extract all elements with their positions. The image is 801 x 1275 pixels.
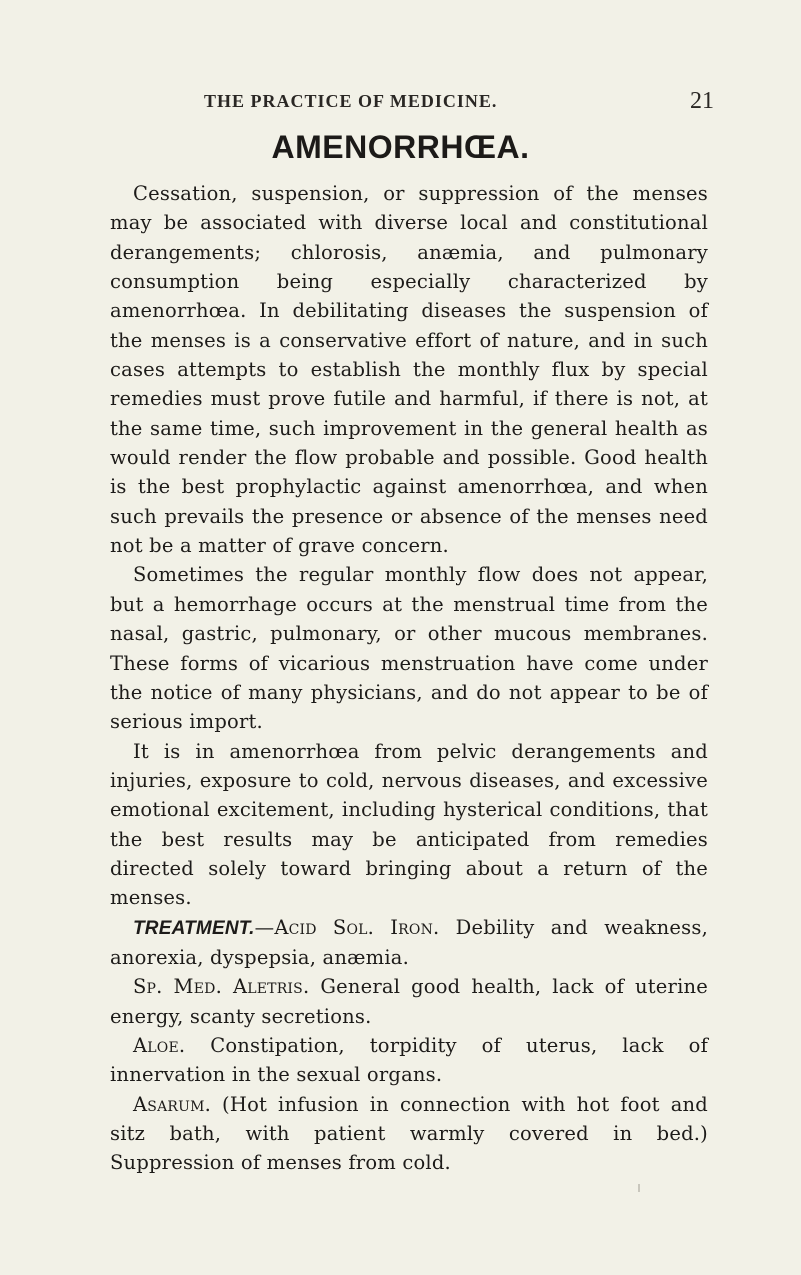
running-title: THE PRACTICE OF MEDICINE.	[204, 91, 498, 111]
remedy-name: Sp. Med. Aletris.	[133, 975, 310, 999]
treatment-entry-asarum	[110, 1090, 708, 1178]
page-number: 21	[690, 88, 714, 114]
treatment-entry-aletris	[110, 972, 708, 1031]
remedy-indication: (Hot infusion in connection with hot foot and sitz bath, with patient warmly covered in bed.) Suppression of menses from cold.	[110, 1092, 708, 1175]
running-head	[204, 88, 714, 121]
remedy-name: Asarum.	[133, 1092, 212, 1116]
chapter-title: AMENORRHŒA.	[271, 129, 530, 165]
remedy-name: Aloe.	[133, 1033, 186, 1057]
print-speck	[638, 1184, 640, 1192]
treatment-entry-iron	[110, 913, 708, 973]
remedy-indication: Constipation, torpidity of uterus, lack of innervation in the sexual organs.	[110, 1033, 708, 1087]
remedy-indication: Debility and weakness, anorexia, dyspepsia, anæmia.	[110, 915, 708, 969]
remedy-name: —Acid Sol. Iron.	[254, 915, 440, 939]
treatment-label: TREATMENT.	[133, 917, 255, 939]
treatment-entry-aloe	[110, 1031, 708, 1090]
paragraph-pelvic: It is in amenorrhœa from pelvic derangements and injuries, exposure to cold, nervous diseases, and excessive emotional excitement, including hysterical conditions, that the best results may be anticipated from remedies directed solely toward bringing about a return of the menses.	[110, 739, 708, 910]
remedy-indication: General good health, lack of uterine energy, scanty secretions.	[110, 975, 709, 1028]
paragraph-vicarious: Sometimes the regular monthly flow does not appear, but a hemorrhage occurs at the menstrual time from the nasal, gastric, pulmonary, or other mucous membranes. These forms of vicarious menstruation have come under the notice of many physicians, and do not appear to be of serious import.	[110, 563, 708, 734]
body-text	[110, 179, 708, 1178]
paragraph-intro: Cessation, suspension, or suppression of the menses may be associated with diverse local and constitutional derangements; chlorosis, anæmia, and pulmonary consumption being especially characterized by amenorrhœa. In debilitating diseases the suspension of the menses is a conservative effort of nature, and in such cases attempts to establish the monthly flux by special remedies must prove futile and harmful, if there is not, at the same time, such improvement in the general health as would render the flow probable and possible. Good health is the best prophylactic against amenorrhœa, and when such prevails the presence or absence of the menses need not be a matter of grave concern.	[110, 182, 708, 558]
